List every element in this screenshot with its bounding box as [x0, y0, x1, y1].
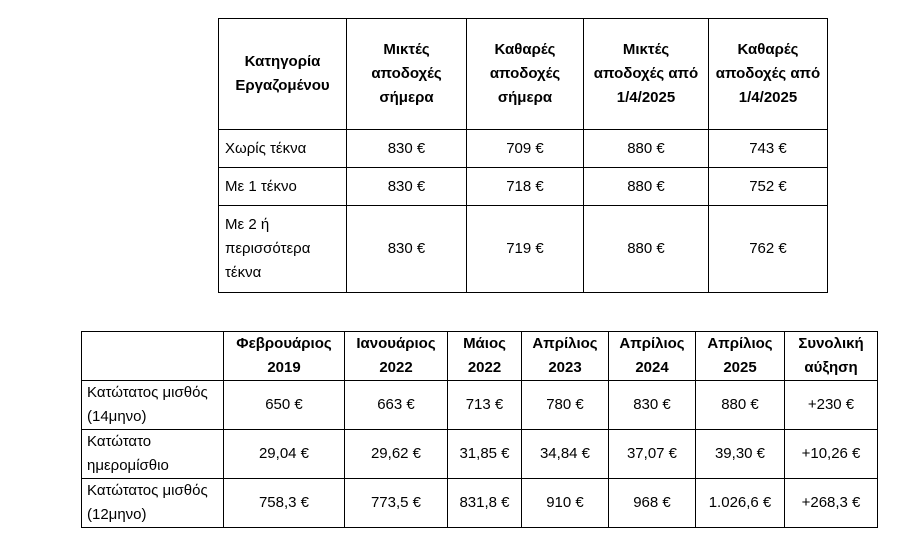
table-cell: 880 € — [584, 206, 709, 293]
table-cell: 31,85 € — [448, 430, 522, 479]
header-apr-2025: Απρίλιος 2025 — [696, 332, 785, 381]
table-cell: 752 € — [709, 168, 828, 206]
wage-history-header-row — [82, 332, 878, 381]
header-empty — [82, 332, 224, 381]
header-gross-from-april-2025: Μικτές αποδοχές από 1/4/2025 — [584, 19, 709, 130]
table-cell: 37,07 € — [609, 430, 696, 479]
table-cell: 29,04 € — [224, 430, 345, 479]
table-row — [82, 430, 878, 479]
table-cell: 713 € — [448, 381, 522, 430]
table-cell: 968 € — [609, 479, 696, 528]
table-cell: 719 € — [467, 206, 584, 293]
table-cell: +268,3 € — [785, 479, 878, 528]
table-cell: 650 € — [224, 381, 345, 430]
table-cell: 830 € — [347, 130, 467, 168]
table-cell: 830 € — [609, 381, 696, 430]
table-cell: 830 € — [347, 206, 467, 293]
header-total-increase: Συνολική αύξηση — [785, 332, 878, 381]
minimum-wage-history-table — [81, 331, 878, 528]
row-label: Κατώτατο ημερομίσθιο — [82, 430, 224, 479]
table-row — [82, 381, 878, 430]
table-cell: 39,30 € — [696, 430, 785, 479]
row-label: Χωρίς τέκνα — [219, 130, 347, 168]
table-cell: 762 € — [709, 206, 828, 293]
table-cell: 758,3 € — [224, 479, 345, 528]
header-feb-2019: Φεβρουάριος 2019 — [224, 332, 345, 381]
table-row — [82, 479, 878, 528]
row-label: Κατώτατος μισθός (14μηνο) — [82, 381, 224, 430]
header-employee-category: Κατηγορία Εργαζομένου — [219, 19, 347, 130]
table-cell: 831,8 € — [448, 479, 522, 528]
header-apr-2024: Απρίλιος 2024 — [609, 332, 696, 381]
table-cell: 743 € — [709, 130, 828, 168]
header-net-from-april-2025: Καθαρές αποδοχές από 1/4/2025 — [709, 19, 828, 130]
net-salary-table — [218, 18, 828, 293]
table-cell: 830 € — [347, 168, 467, 206]
header-net-today: Καθαρές αποδοχές σήμερα — [467, 19, 584, 130]
row-label: Κατώτατος μισθός (12μηνο) — [82, 479, 224, 528]
row-label: Με 2 ή περισσότερα τέκνα — [219, 206, 347, 293]
table-cell: 880 € — [584, 168, 709, 206]
table-cell: 663 € — [345, 381, 448, 430]
table-cell: 880 € — [584, 130, 709, 168]
table-row — [219, 130, 828, 168]
header-gross-today: Μικτές αποδοχές σήμερα — [347, 19, 467, 130]
table-cell: 34,84 € — [522, 430, 609, 479]
row-label: Με 1 τέκνο — [219, 168, 347, 206]
table-cell: +230 € — [785, 381, 878, 430]
header-may-2022: Μάιος 2022 — [448, 332, 522, 381]
table-cell: 709 € — [467, 130, 584, 168]
header-apr-2023: Απρίλιος 2023 — [522, 332, 609, 381]
table-cell: 910 € — [522, 479, 609, 528]
table-row — [219, 168, 828, 206]
table-cell: 1.026,6 € — [696, 479, 785, 528]
table-cell: 29,62 € — [345, 430, 448, 479]
table-cell: 718 € — [467, 168, 584, 206]
net-salary-header-row — [219, 19, 828, 130]
table-cell: 780 € — [522, 381, 609, 430]
table-cell: +10,26 € — [785, 430, 878, 479]
table-cell: 880 € — [696, 381, 785, 430]
header-jan-2022: Ιανουάριος 2022 — [345, 332, 448, 381]
table-cell: 773,5 € — [345, 479, 448, 528]
table-row — [219, 206, 828, 293]
